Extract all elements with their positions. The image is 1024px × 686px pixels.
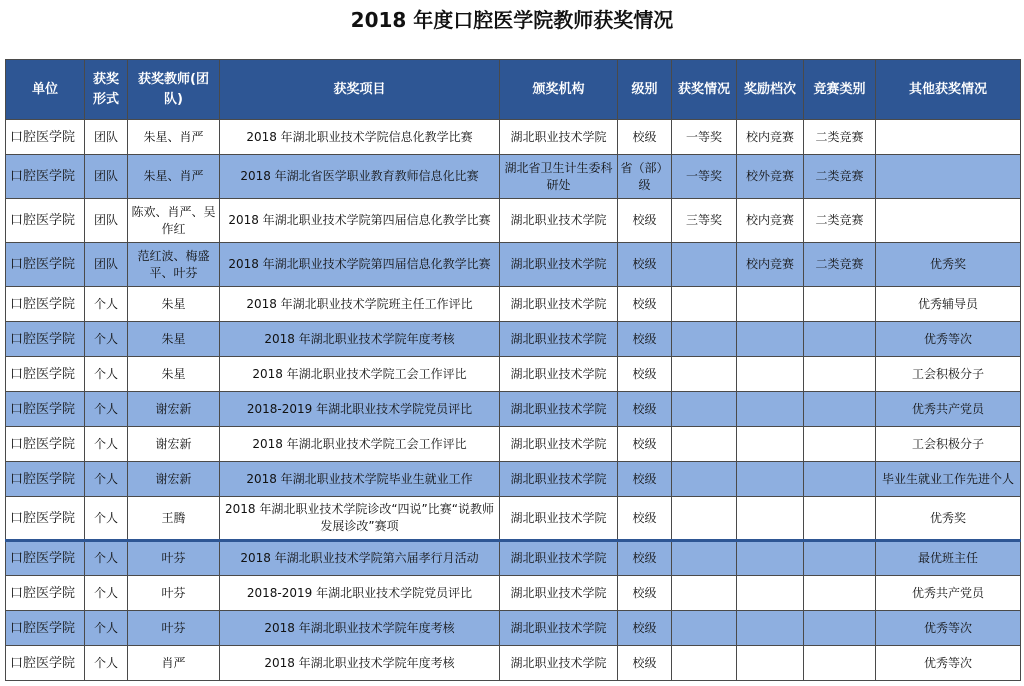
cell-unit: 口腔医学院 xyxy=(6,576,85,611)
cell-result: 三等奖 xyxy=(672,199,737,243)
cell-other: 优秀等次 xyxy=(876,611,1021,646)
cell-unit: 口腔医学院 xyxy=(6,392,85,427)
cell-tier xyxy=(737,576,804,611)
cell-tier xyxy=(737,611,804,646)
cell-tier: 校内竞赛 xyxy=(737,199,804,243)
cell-category xyxy=(804,611,876,646)
table-row xyxy=(6,155,1021,199)
cell-level: 校级 xyxy=(618,199,672,243)
cell-project: 2018 年湖北职业技术学院年度考核 xyxy=(220,322,500,357)
cell-other: 优秀辅导员 xyxy=(876,287,1021,322)
cell-award-form: 个人 xyxy=(85,576,128,611)
cell-tier xyxy=(737,427,804,462)
cell-other: 优秀共产党员 xyxy=(876,576,1021,611)
cell-issuer: 湖北职业技术学院 xyxy=(500,392,618,427)
cell-other: 优秀奖 xyxy=(876,497,1021,541)
cell-issuer: 湖北职业技术学院 xyxy=(500,287,618,322)
cell-unit: 口腔医学院 xyxy=(6,541,85,576)
cell-unit: 口腔医学院 xyxy=(6,427,85,462)
cell-level: 校级 xyxy=(618,497,672,541)
cell-project: 2018 年湖北省医学职业教育教师信息化比赛 xyxy=(220,155,500,199)
awards-table xyxy=(5,59,1021,681)
cell-award-form: 个人 xyxy=(85,462,128,497)
cell-teacher: 叶芬 xyxy=(128,541,220,576)
cell-project: 2018 年湖北职业技术学院第六届孝行月活动 xyxy=(220,541,500,576)
cell-tier xyxy=(737,392,804,427)
cell-issuer: 湖北省卫生计生委科研处 xyxy=(500,155,618,199)
cell-other: 工会积极分子 xyxy=(876,427,1021,462)
cell-issuer: 湖北职业技术学院 xyxy=(500,243,618,287)
header-unit: 单位 xyxy=(6,60,85,120)
table-row xyxy=(6,243,1021,287)
table-row xyxy=(6,120,1021,155)
cell-award-form: 团队 xyxy=(85,199,128,243)
table-row xyxy=(6,462,1021,497)
cell-level: 校级 xyxy=(618,462,672,497)
header-other: 其他获奖情况 xyxy=(876,60,1021,120)
cell-teacher: 朱星 xyxy=(128,322,220,357)
table-row xyxy=(6,287,1021,322)
cell-level: 校级 xyxy=(618,427,672,462)
cell-other: 最优班主任 xyxy=(876,541,1021,576)
cell-category: 二类竞赛 xyxy=(804,155,876,199)
cell-unit: 口腔医学院 xyxy=(6,155,85,199)
cell-project: 2018-2019 年湖北职业技术学院党员评比 xyxy=(220,576,500,611)
cell-unit: 口腔医学院 xyxy=(6,322,85,357)
cell-project: 2018 年湖北职业技术学院班主任工作评比 xyxy=(220,287,500,322)
header-row xyxy=(6,60,1021,120)
header-award-form: 获奖形式 xyxy=(85,60,128,120)
table-row xyxy=(6,199,1021,243)
cell-teacher: 肖严 xyxy=(128,646,220,681)
cell-tier: 校内竞赛 xyxy=(737,243,804,287)
cell-category xyxy=(804,392,876,427)
header-teacher: 获奖教师(团队) xyxy=(128,60,220,120)
cell-result xyxy=(672,576,737,611)
cell-level: 校级 xyxy=(618,357,672,392)
cell-result xyxy=(672,541,737,576)
cell-result xyxy=(672,427,737,462)
cell-award-form: 团队 xyxy=(85,155,128,199)
cell-award-form: 个人 xyxy=(85,357,128,392)
cell-category: 二类竞赛 xyxy=(804,199,876,243)
cell-issuer: 湖北职业技术学院 xyxy=(500,427,618,462)
cell-project: 2018 年湖北职业技术学院工会工作评比 xyxy=(220,357,500,392)
cell-issuer: 湖北职业技术学院 xyxy=(500,541,618,576)
cell-tier xyxy=(737,497,804,541)
cell-award-form: 个人 xyxy=(85,427,128,462)
cell-result xyxy=(672,392,737,427)
header-tier: 奖励档次 xyxy=(737,60,804,120)
cell-tier xyxy=(737,287,804,322)
cell-category xyxy=(804,462,876,497)
cell-unit: 口腔医学院 xyxy=(6,287,85,322)
cell-level: 校级 xyxy=(618,392,672,427)
page-title: 2018 年度口腔医学院教师获奖情况 xyxy=(350,8,674,32)
cell-award-form: 个人 xyxy=(85,322,128,357)
cell-category xyxy=(804,646,876,681)
cell-teacher: 朱星、肖严 xyxy=(128,120,220,155)
cell-result xyxy=(672,462,737,497)
cell-tier xyxy=(737,322,804,357)
table-row xyxy=(6,357,1021,392)
header-issuer: 颁奖机构 xyxy=(500,60,618,120)
cell-unit: 口腔医学院 xyxy=(6,646,85,681)
cell-level: 校级 xyxy=(618,611,672,646)
cell-issuer: 湖北职业技术学院 xyxy=(500,611,618,646)
cell-unit: 口腔医学院 xyxy=(6,243,85,287)
cell-award-form: 个人 xyxy=(85,497,128,541)
cell-teacher: 叶芬 xyxy=(128,611,220,646)
cell-other xyxy=(876,120,1021,155)
cell-category xyxy=(804,541,876,576)
cell-award-form: 个人 xyxy=(85,646,128,681)
cell-unit: 口腔医学院 xyxy=(6,497,85,541)
cell-project: 2018 年湖北职业技术学院信息化教学比赛 xyxy=(220,120,500,155)
cell-award-form: 个人 xyxy=(85,392,128,427)
cell-teacher: 谢宏新 xyxy=(128,427,220,462)
cell-issuer: 湖北职业技术学院 xyxy=(500,199,618,243)
cell-other: 优秀共产党员 xyxy=(876,392,1021,427)
header-result: 获奖情况 xyxy=(672,60,737,120)
title-spacer xyxy=(0,40,1024,59)
cell-teacher: 朱星、肖严 xyxy=(128,155,220,199)
cell-result xyxy=(672,322,737,357)
cell-tier: 校外竞赛 xyxy=(737,155,804,199)
cell-other: 毕业生就业工作先进个人 xyxy=(876,462,1021,497)
cell-category xyxy=(804,576,876,611)
cell-project: 2018 年湖北职业技术学院年度考核 xyxy=(220,646,500,681)
cell-result: 一等奖 xyxy=(672,155,737,199)
cell-issuer: 湖北职业技术学院 xyxy=(500,462,618,497)
header-category: 竞赛类别 xyxy=(804,60,876,120)
cell-project: 2018-2019 年湖北职业技术学院党员评比 xyxy=(220,392,500,427)
cell-result xyxy=(672,243,737,287)
cell-level: 校级 xyxy=(618,576,672,611)
cell-project: 2018 年湖北职业技术学院毕业生就业工作 xyxy=(220,462,500,497)
cell-issuer: 湖北职业技术学院 xyxy=(500,357,618,392)
cell-issuer: 湖北职业技术学院 xyxy=(500,497,618,541)
table-row xyxy=(6,427,1021,462)
cell-result xyxy=(672,287,737,322)
cell-unit: 口腔医学院 xyxy=(6,199,85,243)
cell-level: 校级 xyxy=(618,541,672,576)
cell-project: 2018 年湖北职业技术学院第四届信息化教学比赛 xyxy=(220,243,500,287)
cell-project: 2018 年湖北职业技术学院第四届信息化教学比赛 xyxy=(220,199,500,243)
cell-unit: 口腔医学院 xyxy=(6,357,85,392)
cell-project: 2018 年湖北职业技术学院诊改“四说”比赛“说教师发展诊改”赛项 xyxy=(220,497,500,541)
table-row xyxy=(6,646,1021,681)
cell-teacher: 谢宏新 xyxy=(128,462,220,497)
header-project: 获奖项目 xyxy=(220,60,500,120)
cell-issuer: 湖北职业技术学院 xyxy=(500,576,618,611)
cell-category xyxy=(804,357,876,392)
cell-issuer: 湖北职业技术学院 xyxy=(500,322,618,357)
cell-project: 2018 年湖北职业技术学院工会工作评比 xyxy=(220,427,500,462)
cell-level: 省（部）级 xyxy=(618,155,672,199)
cell-issuer: 湖北职业技术学院 xyxy=(500,646,618,681)
cell-result xyxy=(672,646,737,681)
table-row xyxy=(6,611,1021,646)
cell-issuer: 湖北职业技术学院 xyxy=(500,120,618,155)
table-row xyxy=(6,576,1021,611)
cell-award-form: 个人 xyxy=(85,611,128,646)
cell-category: 二类竞赛 xyxy=(804,120,876,155)
cell-teacher: 范红波、梅盛平、叶芬 xyxy=(128,243,220,287)
cell-other: 优秀奖 xyxy=(876,243,1021,287)
cell-level: 校级 xyxy=(618,322,672,357)
header-level: 级别 xyxy=(618,60,672,120)
cell-level: 校级 xyxy=(618,646,672,681)
cell-unit: 口腔医学院 xyxy=(6,611,85,646)
cell-category xyxy=(804,287,876,322)
cell-award-form: 个人 xyxy=(85,287,128,322)
cell-other: 工会积极分子 xyxy=(876,357,1021,392)
table-row xyxy=(6,497,1021,541)
cell-level: 校级 xyxy=(618,120,672,155)
cell-teacher: 朱星 xyxy=(128,287,220,322)
cell-tier xyxy=(737,462,804,497)
cell-unit: 口腔医学院 xyxy=(6,462,85,497)
cell-award-form: 团队 xyxy=(85,243,128,287)
cell-unit: 口腔医学院 xyxy=(6,120,85,155)
cell-tier: 校内竞赛 xyxy=(737,120,804,155)
table-row xyxy=(6,392,1021,427)
cell-teacher: 叶芬 xyxy=(128,576,220,611)
cell-tier xyxy=(737,646,804,681)
cell-other xyxy=(876,155,1021,199)
cell-category xyxy=(804,497,876,541)
table-row xyxy=(6,541,1021,576)
cell-tier xyxy=(737,541,804,576)
cell-category xyxy=(804,427,876,462)
cell-category xyxy=(804,322,876,357)
cell-level: 校级 xyxy=(618,243,672,287)
cell-award-form: 团队 xyxy=(85,120,128,155)
cell-other: 优秀等次 xyxy=(876,646,1021,681)
cell-category: 二类竞赛 xyxy=(804,243,876,287)
cell-teacher: 谢宏新 xyxy=(128,392,220,427)
cell-other xyxy=(876,199,1021,243)
cell-level: 校级 xyxy=(618,287,672,322)
cell-project: 2018 年湖北职业技术学院年度考核 xyxy=(220,611,500,646)
cell-teacher: 王腾 xyxy=(128,497,220,541)
cell-result xyxy=(672,357,737,392)
cell-result xyxy=(672,497,737,541)
cell-other: 优秀等次 xyxy=(876,322,1021,357)
cell-tier xyxy=(737,357,804,392)
cell-teacher: 陈欢、肖严、吴作红 xyxy=(128,199,220,243)
cell-result: 一等奖 xyxy=(672,120,737,155)
table-row xyxy=(6,322,1021,357)
cell-award-form: 个人 xyxy=(85,541,128,576)
cell-teacher: 朱星 xyxy=(128,357,220,392)
cell-result xyxy=(672,611,737,646)
